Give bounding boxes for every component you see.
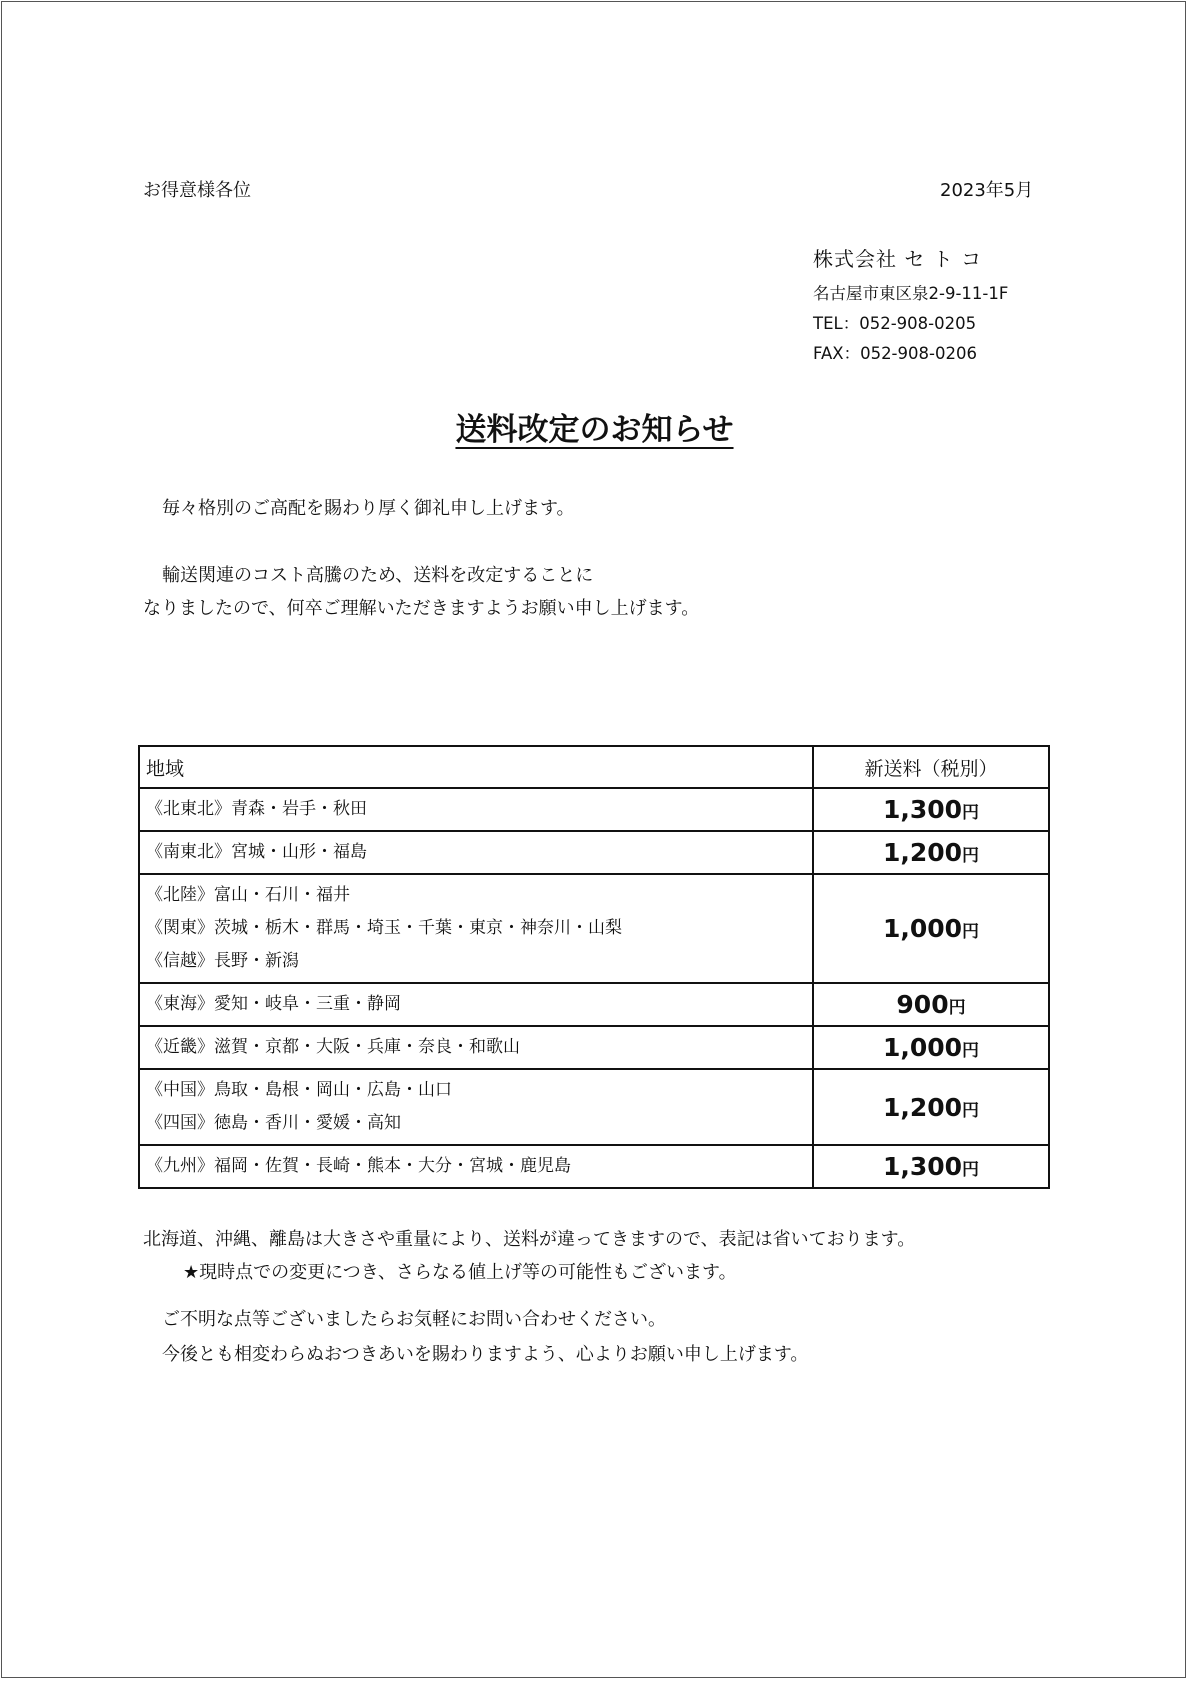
header-price: 新送料（税別） [813,746,1049,788]
price-amount: 1,000 [882,1033,963,1062]
document-title-text: 送料改定のお知らせ [455,412,734,448]
region-cell [139,874,813,983]
region-cell [139,1026,813,1069]
region-line: 《中国》鳥取・島根・岡山・広島・山口 [146,1080,452,1100]
yen-unit: 円 [948,998,966,1018]
region-line: 《九州》福岡・佐賀・長崎・熊本・大分・宮城・鹿児島 [146,1156,571,1176]
price-cell [813,788,1049,831]
date: 2023年5月 [940,180,1034,201]
yen-unit: 円 [962,803,980,823]
region-cell [139,1145,813,1188]
price-cell [813,983,1049,1026]
region-cell [139,1069,813,1145]
document-title [0,404,1189,449]
closing-line-2: 今後とも相変わらぬおつきあいを賜わりますよう、心よりお願い申し上げます。 [162,1344,809,1365]
closing-line-1: ご不明な点等ございましたらお気軽にお問い合わせください。 [162,1309,666,1330]
recipient: お得意様各位 [143,180,251,201]
region-cell [139,983,813,1026]
greeting-paragraph: 毎々格別のご高配を賜わり厚く御礼申し上げます。 [162,498,575,519]
region-line: 《四国》徳島・香川・愛媛・高知 [146,1113,401,1133]
region-line: 《近畿》滋賀・京都・大阪・兵庫・奈良・和歌山 [146,1037,520,1057]
price-amount: 1,000 [882,914,963,943]
region-cell [139,788,813,831]
region-line: 《信越》長野・新潟 [146,951,299,971]
price-amount: 1,300 [882,795,963,824]
yen-unit: 円 [962,846,980,866]
price-cell [813,874,1049,983]
header-region: 地域 [139,746,813,788]
region-line: 《北陸》富山・石川・福井 [146,885,350,905]
price-amount: 1,200 [882,1092,963,1122]
price-cell [813,1145,1049,1188]
table-row [139,1026,1049,1069]
price-cell [813,1026,1049,1069]
yen-unit: 円 [962,1041,980,1061]
table-row [139,788,1049,831]
price-amount: 900 [896,990,949,1019]
yen-unit: 円 [962,1100,980,1121]
note-excluded-areas: 北海道、沖縄、離島は大きさや重量により、送料が違ってきますので、表記は省いております。 [143,1229,916,1250]
company-fax: FAX：052-908-0206 [813,344,977,363]
company-name: 株式会社 セ ト コ [813,247,983,271]
table-header-row [139,746,1049,788]
region-line: 《東海》愛知・岐阜・三重・静岡 [146,994,401,1014]
table-row [139,983,1049,1026]
yen-unit: 円 [962,1160,980,1180]
table-row [139,1069,1049,1145]
company-address: 名古屋市東区泉2-9-11-1F [813,284,1009,303]
region-line: 《北東北》青森・岩手・秋田 [146,799,367,819]
price-cell [813,831,1049,874]
shipping-rate-table [138,745,1050,1189]
reason-line-1: 輸送関連のコスト高騰のため、送料を改定することに [162,565,594,586]
price-amount: 1,300 [882,1152,963,1181]
note-warning: ★現時点での変更につき、さらなる値上げ等の可能性もございます。 [183,1262,737,1283]
price-cell [813,1069,1049,1145]
reason-line-2: なりましたので、何卒ご理解いただきますようお願い申し上げます。 [143,598,700,619]
region-line: 《南東北》宮城・山形・福島 [146,842,367,862]
yen-unit: 円 [962,922,980,942]
region-cell [139,831,813,874]
table-row [139,831,1049,874]
price-amount: 1,200 [882,838,963,867]
region-line: 《関東》茨城・栃木・群馬・埼玉・千葉・東京・神奈川・山梨 [146,918,622,938]
company-tel: TEL：052-908-0205 [813,314,977,333]
table-row [139,1145,1049,1188]
table-row [139,874,1049,983]
